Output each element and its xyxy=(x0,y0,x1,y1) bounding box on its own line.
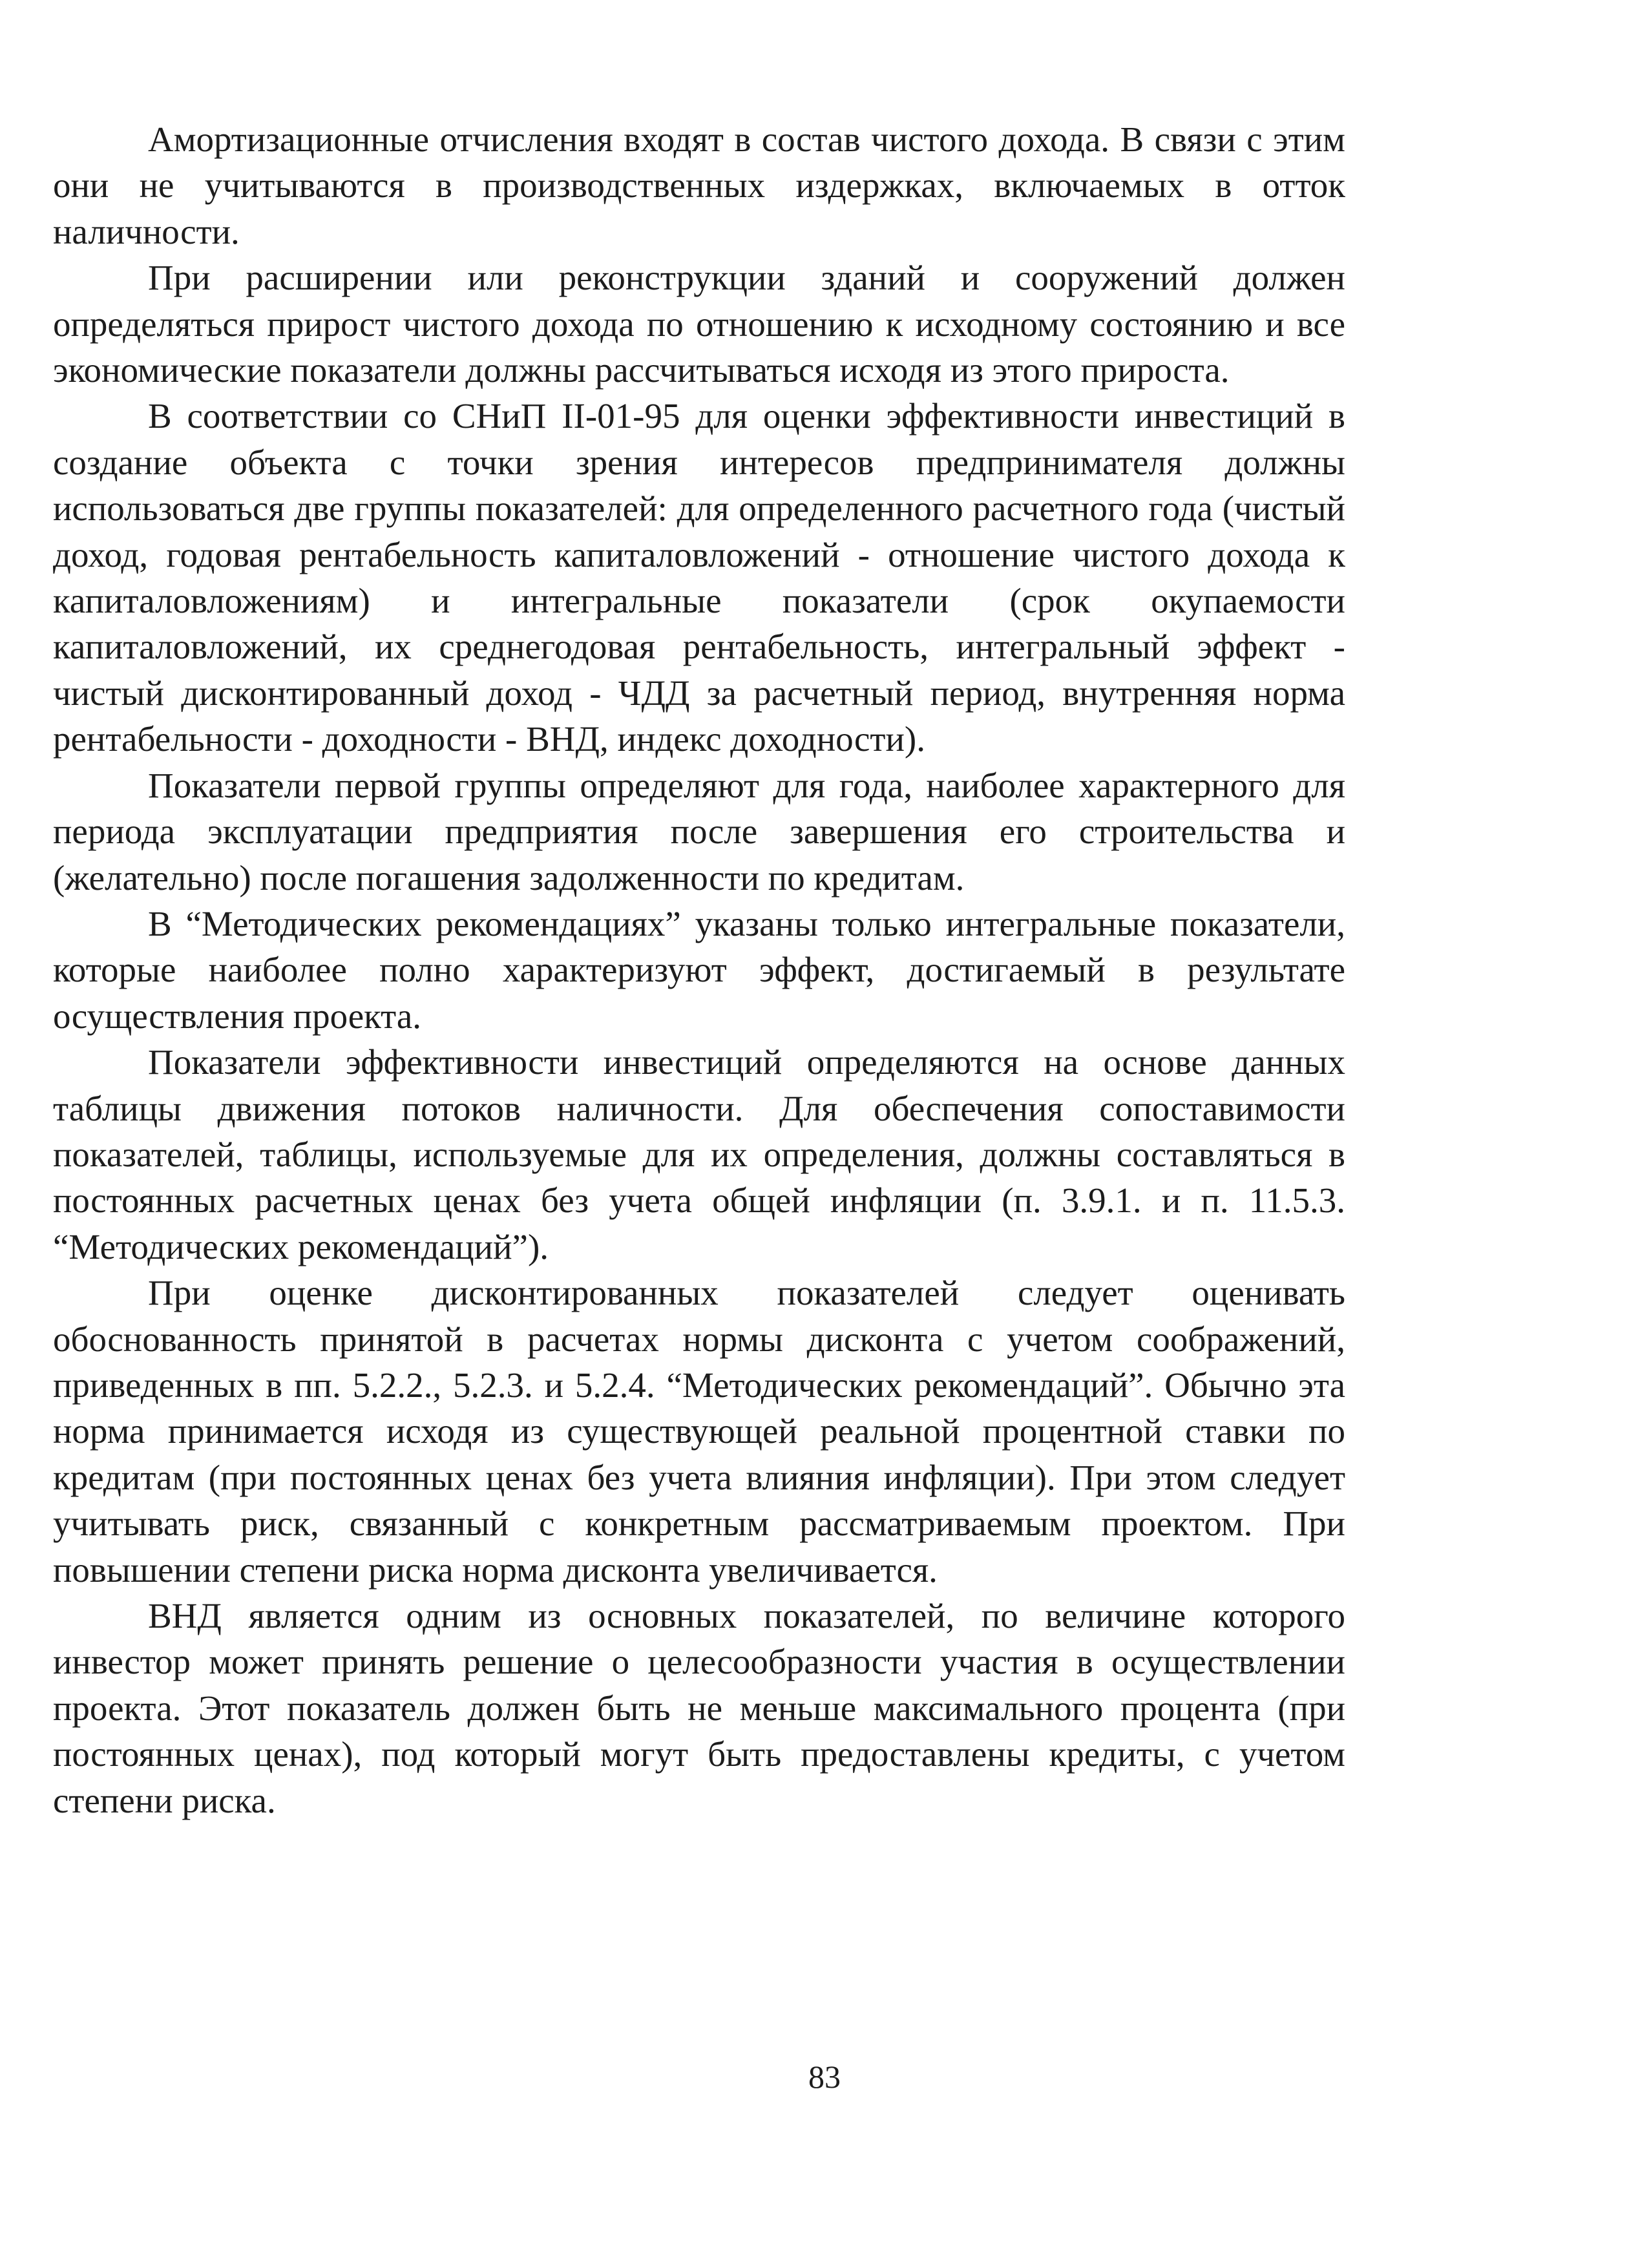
paragraph-irr: ВНД является одним из основных показателей, по величине которого инвестор может принять решение о целесообразности участия в осуществлении проекта. Этот показатель должен быть не меньше максимального процента (при постоянных ценах), под который могут быть предоставлены кредиты, с учетом степени риска. xyxy=(53,1596,1345,1820)
body-text xyxy=(53,116,1345,1823)
paragraph-reconstruction: При расширении или реконструкции зданий и сооружений должен определяться прирост чистого дохода по отношению к исходному состоянию и все экономические показатели должны рассчитываться исходя из этого прироста. xyxy=(53,258,1345,390)
paragraph-first-group: Показатели первой группы определяют для года, наиболее характерного для периода эксплуатации предприятия после завершения его строительства и (желательно) после погашения задолженности по кредитам. xyxy=(53,765,1345,898)
paragraph-methodical-recommendations: В “Методических рекомендациях” указаны только интегральные показатели, которые наиболее полно характеризуют эффект, достигаемый в результате осуществления проекта. xyxy=(53,903,1345,1036)
paragraph-cash-flow-table: Показатели эффективности инвестиций определяются на основе данных таблицы движения потоков наличности. Для обеспечения сопоставимости показателей, таблицы, используемые для их определения, должны составляться в постоянных расчетных ценах без учета общей инфляции (п. 3.9.1. и п. 11.5.3. “Методических рекомендаций”). xyxy=(53,1042,1345,1266)
paragraph-discount-rate: При оценке дисконтированных показателей следует оценивать обоснованность принятой в расчетах нормы дисконта с учетом соображений, приведенных в пп. 5.2.2., 5.2.3. и 5.2.4. “Методических рекомендаций”. Обычно эта норма принимается исходя из существующей реальной процентной ставки по кредитам (при постоянных ценах без учета влияния инфляции). При этом следует учитывать риск, связанный с конкретным рассматриваемым проектом. При повышении степени риска норма дисконта увеличивается. xyxy=(53,1273,1345,1590)
page-number: 83 xyxy=(808,2059,841,2095)
paragraph-depreciation: Амортизационные отчисления входят в состав чистого дохода. В связи с этим они не учитываются в производственных издержках, включаемых в отток наличности. xyxy=(53,120,1345,251)
paragraph-snip-indicators: В соответствии со СНиП II-01-95 для оценки эффективности инвестиций в создание объекта с точки зрения интересов предпринимателя должны использоваться две группы показателей: для определенного расчетного года (чистый доход, годовая рентабельность капиталовложений - отношение чистого дохода к капиталовложениям) и интегральные показатели (срок окупаемости капиталовложений, их среднегодовая рентабельность, интегральный эффект - чистый дисконтированный доход - ЧДД за расчетный период, внутренняя норма рентабельности - доходности - ВНД, индекс доходности). xyxy=(53,396,1345,759)
